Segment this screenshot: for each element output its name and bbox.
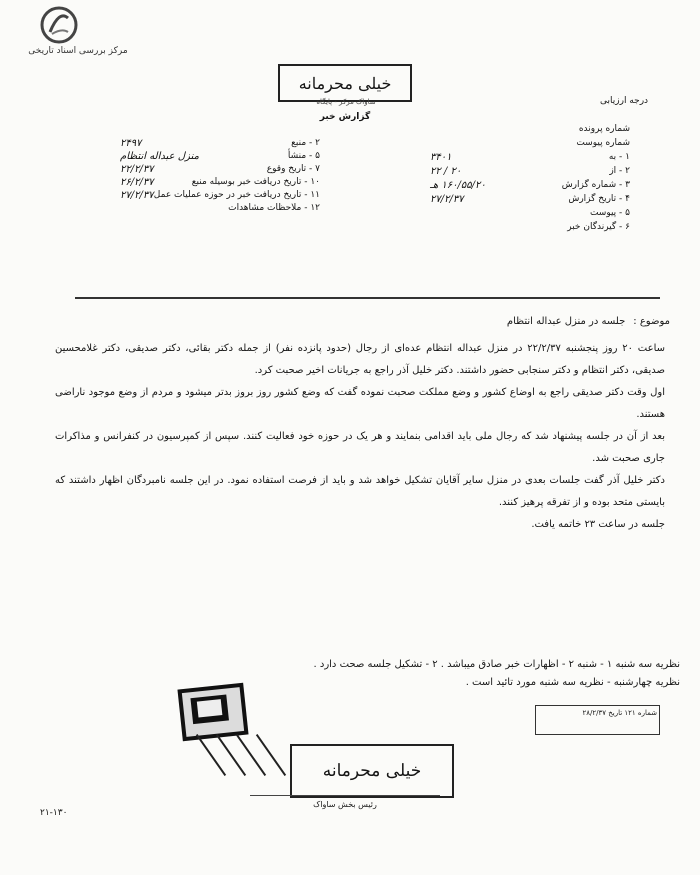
- pen-marks: [200, 730, 280, 790]
- field-row: [430, 180, 630, 194]
- field-label: ۱۲ - ملاحظات مشاهدات: [228, 203, 320, 213]
- registration-stamp: شماره ۱۲۱ تاریخ ۲۸/۲/۳۷: [535, 705, 660, 735]
- field-value: ۲۷/۲/۳۷: [120, 190, 154, 201]
- field-value: ۲۶/۲/۳۷: [120, 177, 154, 188]
- field-label: ۷ - تاریخ وقوع: [266, 164, 320, 174]
- fields-right: [430, 124, 630, 236]
- field-label: ۱ - به: [608, 152, 630, 162]
- seal-core: [197, 699, 223, 717]
- bottom-classification-stamp: خیلی محرمانه: [290, 744, 454, 798]
- field-row: [430, 166, 630, 180]
- page-number: ۲۱-۱۳۰: [40, 808, 68, 818]
- field-label: ۱۰ - تاریخ دریافت خبر بوسیله منبع: [191, 177, 320, 187]
- signature-caption: رئیس بخش ساواک: [313, 800, 377, 809]
- field-row: [430, 222, 630, 236]
- field-label: ۶ - گیرندگان خبر: [567, 222, 630, 232]
- field-row: [120, 203, 320, 216]
- body-paragraph: اول وقت دکتر صدیقی راجع به اوضاع کشور و وضع مملکت صحبت نموده گفت که وضع کشور روز بروز بدتر میشود و مردم از وضع موجود ناراضی هستند.: [55, 387, 665, 420]
- field-row: [120, 151, 320, 164]
- report-body: [55, 338, 665, 536]
- field-value: ۲۴۹۷: [120, 138, 142, 149]
- field-label: ۱۱ - تاریخ دریافت خبر در حوزه عملیات عمل: [153, 190, 320, 200]
- signature-line: [250, 795, 440, 796]
- field-row: [430, 194, 630, 208]
- field-value: ۱۶۰/۵۵/۲۰ هـ: [430, 180, 486, 191]
- field-row: [430, 152, 630, 166]
- archive-emblem-icon: [40, 6, 78, 44]
- divider: [75, 297, 660, 299]
- body-paragraph: دکتر خلیل آذر گفت جلسات بعدی در منزل سایر آقایان تشکیل خواهد شد و باید از فرصت استفاده نمود. در این جلسه نامبردگان اظهار داشتند که بایستی متحد بوده و از تفرقه پرهیز کنند.: [55, 475, 665, 508]
- field-label: شماره پرونده: [578, 124, 630, 134]
- field-label: شماره پیوست: [576, 138, 630, 148]
- note-line: نظریه سه شنبه ۱ - شنبه ۲ - اظهارات خبر صادق میباشد . ۲ - تشکیل جلسه صحت دارد .: [313, 659, 680, 670]
- field-value: ۲۷/۲/۳۷: [430, 194, 464, 205]
- field-row: [120, 190, 320, 203]
- field-row: [120, 138, 320, 151]
- field-label: ۵ - منشأ: [287, 151, 320, 161]
- field-label: ۴ - تاریخ گزارش: [568, 194, 630, 204]
- field-row: [430, 124, 630, 138]
- logo-caption: مرکز بررسی اسناد تاریخی: [28, 46, 128, 56]
- body-paragraph: جلسه در ساعت ۲۳ خاتمه یافت.: [531, 519, 665, 530]
- field-value: ۳۴۰۱: [430, 152, 452, 163]
- field-row: [430, 138, 630, 152]
- field-value: منزل عبداله انتظام: [120, 151, 199, 162]
- field-value: ۲۰ / ۲۲: [430, 166, 462, 177]
- field-label: ۳ - شماره گزارش: [561, 180, 630, 190]
- field-row: [120, 177, 320, 190]
- report-title: گزارش خبر: [319, 112, 371, 122]
- subject-text: جلسه در منزل عبداله انتظام: [506, 316, 626, 327]
- classification-stamp: خیلی محرمانه: [278, 64, 412, 102]
- field-row: [120, 164, 320, 177]
- note-line: نظریه چهارشنبه - نظریه سه شنبه مورد تائید است .: [465, 677, 680, 688]
- field-label: ۵ - پیوست: [589, 208, 630, 218]
- class-label: درجه ارزیابی: [600, 96, 649, 106]
- subject-label: موضوع :: [633, 316, 670, 327]
- archive-logo: [8, 6, 148, 64]
- fields-left: [120, 138, 320, 216]
- subject-line: [300, 316, 670, 327]
- field-label: ۲ - از: [609, 166, 630, 176]
- body-paragraph: ساعت ۲۰ روز پنجشنبه ۲۲/۲/۳۷ در منزل عبداله انتظام عده‌ای از رجال (حدود پانزده نفر) از جمله دکتر بقائی، دکتر صدیقی، دکتر غلامحسین صدیقی، دکتر انتظام و دکتر سنجابی حضور داشتند. دکتر خلیل آذر راجع به جریانات اخیر صحبت کرد.: [55, 343, 666, 376]
- stamp-subtext: ساواک مرکز - پایگاه: [316, 98, 376, 106]
- field-value: ۲۲/۲/۳۷: [120, 164, 154, 175]
- field-row: [430, 208, 630, 222]
- field-label: ۲ - منبع: [291, 138, 320, 148]
- body-paragraph: بعد از آن در جلسه پیشنهاد شد که رجال ملی باید اقدامی بنمایند و هر یک در حوزه خود فعالیت کنند. سپس از کمپرسیون در کنفرانس و مذاکرات جاری صحبت شد.: [55, 431, 665, 464]
